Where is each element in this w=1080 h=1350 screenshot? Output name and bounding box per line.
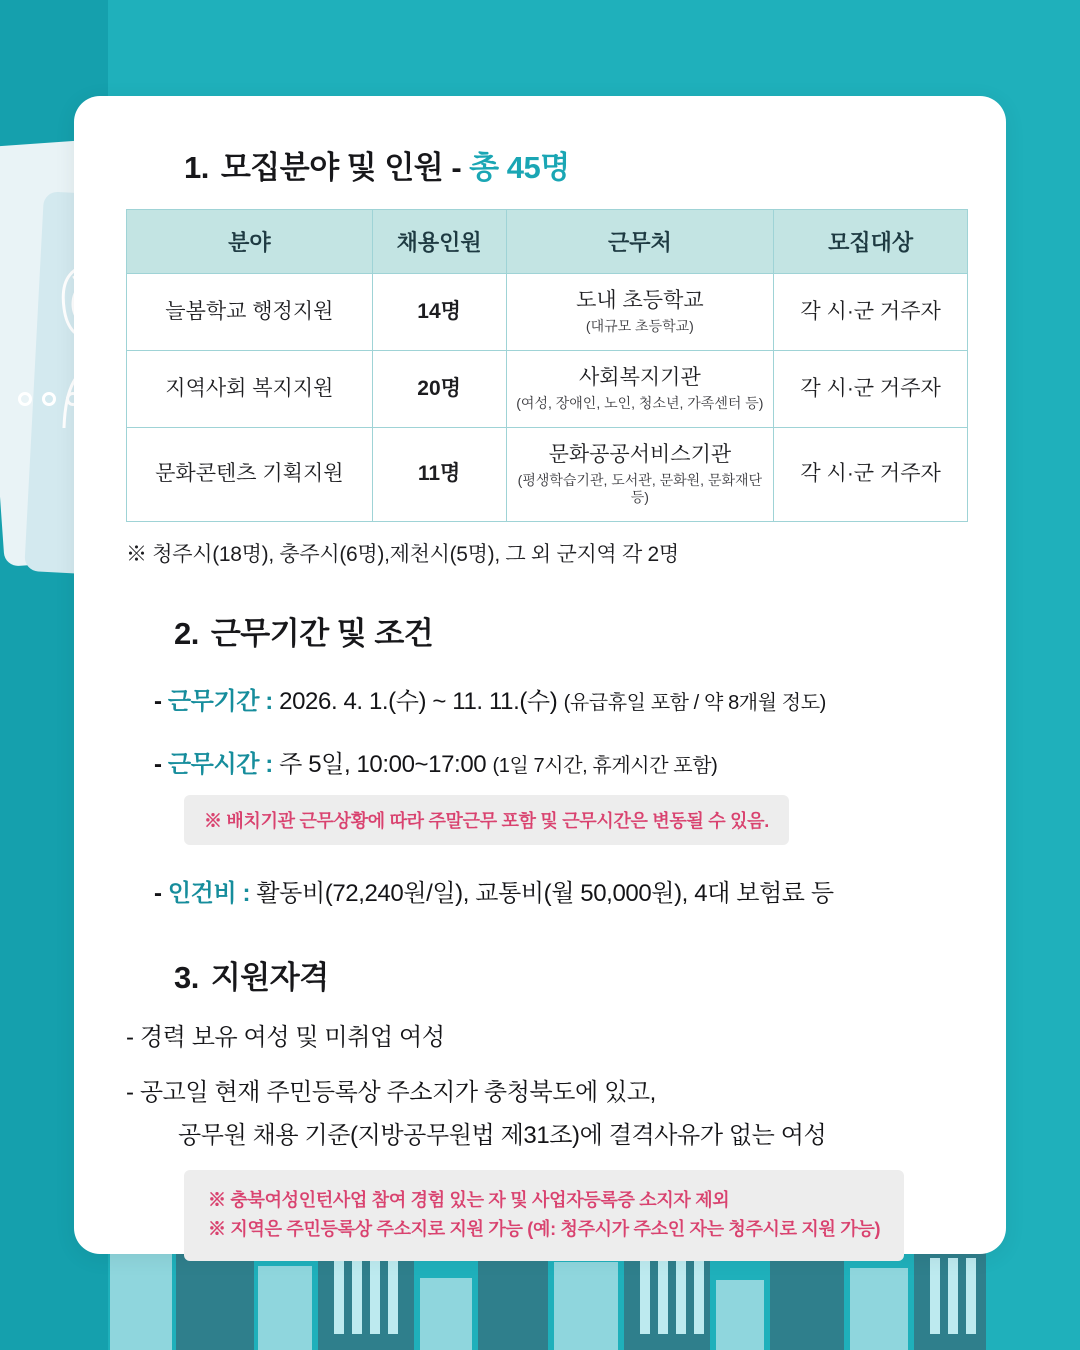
qualification-warning-line-1: ※ 충북여성인턴사업 참여 경험 있는 자 및 사업자등록증 소지자 제외 xyxy=(208,1189,730,1210)
content-card xyxy=(74,96,1006,1254)
cell-field: 지역사회 복지지원 xyxy=(127,350,373,427)
decorative-dots xyxy=(18,392,80,406)
table-header-place: 근무처 xyxy=(506,210,774,274)
cell-count: 11명 xyxy=(372,427,506,521)
work-hours-row xyxy=(154,744,954,779)
section-2-title: 근무기간 및 조건 xyxy=(210,615,434,651)
cell-target: 각 시·군 거주자 xyxy=(774,350,968,427)
cell-field: 늘봄학교 행정지원 xyxy=(127,274,373,351)
cell-count: 20명 xyxy=(372,350,506,427)
work-hours-label: 근무시간 : xyxy=(167,750,273,778)
table-header-target: 모집대상 xyxy=(774,210,968,274)
work-period-row xyxy=(154,681,954,716)
pay-dash: - xyxy=(154,879,162,907)
cell-place-sub: (여성, 장애인, 노인, 청소년, 가족센터 등) xyxy=(516,395,764,411)
pay-value: 활동비(72,240원/일), 교통비(월 50,000원), 4대 보험료 등 xyxy=(256,879,834,907)
cell-place-sub: (평생학습기관, 도서관, 문화원, 문화재단 등) xyxy=(517,471,763,506)
cell-place xyxy=(506,427,774,521)
cell-count: 14명 xyxy=(372,274,506,351)
cell-place-main: 사회복지기관 xyxy=(579,365,701,389)
recruitment-table xyxy=(126,209,968,522)
table-row xyxy=(127,427,968,521)
work-period-value: 2026. 4. 1.(수) ~ 11. 11.(수) xyxy=(279,687,558,715)
work-period-note: (유급휴일 포함 / 약 8개월 정도) xyxy=(563,691,826,714)
section-1-title: 모집분야 및 인원 - xyxy=(220,150,462,185)
work-period-dash: - xyxy=(154,687,162,715)
qualification-item-2: - 공고일 현재 주민등록상 주소지가 충청북도에 있고, xyxy=(126,1078,656,1106)
table-header-count: 채용인원 xyxy=(372,210,506,274)
section-3-title: 지원자격 xyxy=(210,959,329,995)
table-row xyxy=(127,350,968,427)
section-3-heading xyxy=(174,952,954,997)
table-header-field: 분야 xyxy=(127,210,373,274)
section-3-number: 3. xyxy=(174,959,199,995)
work-hours-note: (1일 7시간, 휴게시간 포함) xyxy=(492,754,718,777)
cell-place-sub: (대규모 초등학교) xyxy=(585,318,694,335)
work-hours-warning-box: ※ 배치기관 근무상황에 따라 주말근무 포함 및 근무시간은 변동될 수 있음. xyxy=(184,795,789,845)
cell-place-main: 문화공공서비스기관 xyxy=(548,442,732,466)
section-2-number: 2. xyxy=(174,615,199,651)
qualification-warning-line-2: ※ 지역은 주민등록상 주소지로 지원 가능 (예: 청주시가 주소인 자는 청주시로 지원 가능) xyxy=(208,1219,881,1240)
cell-place-main: 도내 초등학교 xyxy=(576,289,704,312)
pay-row xyxy=(154,873,954,908)
work-hours-dash: - xyxy=(154,750,162,778)
cell-target: 각 시·군 거주자 xyxy=(774,427,968,521)
section-2-heading xyxy=(174,608,954,653)
cell-field: 문화콘텐츠 기획지원 xyxy=(127,427,373,521)
section-1-heading xyxy=(184,142,954,187)
work-period-label: 근무기간 : xyxy=(167,687,273,715)
pay-label: 인건비 : xyxy=(167,879,251,907)
work-hours-value: 주 5일, 10:00~17:00 xyxy=(279,750,487,778)
table-row xyxy=(127,274,968,351)
cell-place xyxy=(506,350,774,427)
cell-target: 각 시·군 거주자 xyxy=(774,274,968,351)
qualification-warning-box xyxy=(184,1170,904,1261)
table-header-row xyxy=(127,210,968,274)
cell-place xyxy=(506,274,774,351)
section-1-total: 총 45명 xyxy=(469,150,570,185)
section-1-note: ※ 청주시(18명), 충주시(6명),제천시(5명), 그 외 군지역 각 2명 xyxy=(126,542,679,566)
section-1-number: 1. xyxy=(184,150,209,185)
qualification-item-2-continued: 공무원 채용 기준(지방공무원법 제31조)에 결격사유가 없는 여성 xyxy=(178,1121,827,1149)
qualification-item-1: - 경력 보유 여성 및 미취업 여성 xyxy=(126,1023,445,1051)
